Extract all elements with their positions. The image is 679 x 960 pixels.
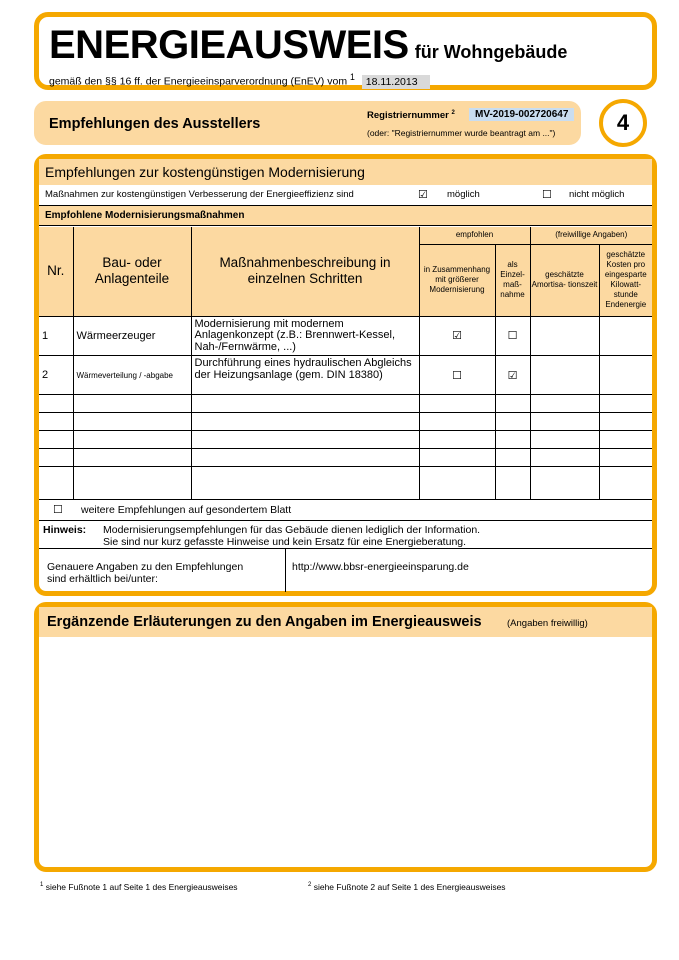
measures-table <box>39 227 652 500</box>
empty-cell[interactable] <box>73 431 191 449</box>
checkbox-moeglich[interactable]: ☑ <box>418 189 428 201</box>
empty-table-row <box>39 467 652 500</box>
footnote-1 <box>40 882 238 892</box>
row-kosten[interactable] <box>599 356 652 395</box>
details-url[interactable]: http://www.bbsr-energieeinsparung.de <box>292 561 469 573</box>
footnote-1-marker: 1 <box>40 882 44 889</box>
row-checkbox-zusammenhang[interactable]: ☐ <box>419 356 495 395</box>
title-text: ENERGIEAUSWEIS <box>49 23 409 67</box>
hinweis-text <box>103 524 480 548</box>
empty-cell[interactable] <box>530 413 599 431</box>
empty-cell[interactable] <box>191 467 419 500</box>
col-header-kosten: geschätzte Kosten pro eingesparte Kilowatt- stunde Endenergie <box>599 244 652 316</box>
col-header-nr: Nr. <box>39 227 73 316</box>
empty-cell[interactable] <box>419 467 495 500</box>
weitere-label: weitere Empfehlungen auf gesondertem Blatt <box>81 504 292 516</box>
empty-cell[interactable] <box>495 395 530 413</box>
empty-cell[interactable] <box>419 395 495 413</box>
row-bauteil[interactable]: Wärmeerzeuger <box>73 316 191 356</box>
empty-cell[interactable] <box>495 431 530 449</box>
col-header-zusammenhang: in Zusammenhang mit größerer Modernisierung <box>419 244 495 316</box>
empty-cell[interactable] <box>599 413 652 431</box>
checkbox-nicht-moeglich[interactable]: ☐ <box>542 189 552 201</box>
empty-cell[interactable] <box>73 449 191 467</box>
empty-cell[interactable] <box>599 449 652 467</box>
massnahmen-text: Maßnahmen zur kostengünstigen Verbesserung der Energieeffizienz sind <box>45 189 354 200</box>
row-bauteil[interactable]: Wärmeverteilung / -abgabe <box>73 356 191 395</box>
empty-cell[interactable] <box>73 413 191 431</box>
moeglich-label: möglich <box>447 189 480 200</box>
empty-cell[interactable] <box>495 413 530 431</box>
supplementary-text-area[interactable] <box>39 637 652 867</box>
empty-cell[interactable] <box>495 467 530 500</box>
empty-cell[interactable] <box>191 395 419 413</box>
enev-footnote-ref: 1 <box>349 72 355 82</box>
row-nr: 1 <box>39 316 73 356</box>
section-heading: Empfehlungen zur kostengünstigen Modernisierung <box>39 159 652 185</box>
empty-table-row <box>39 395 652 413</box>
supplementary-title: Ergänzende Erläuterungen zu den Angaben im Energieausweis <box>47 614 482 630</box>
row-kosten[interactable] <box>599 316 652 356</box>
enev-date-field[interactable]: 18.11.2013 <box>362 75 430 89</box>
supplementary-section <box>34 602 657 872</box>
empty-cell[interactable] <box>530 431 599 449</box>
supplementary-header <box>39 607 652 637</box>
row-amortisation[interactable] <box>530 316 599 356</box>
registration-footnote-ref: 2 <box>451 110 455 116</box>
empty-cell[interactable] <box>530 449 599 467</box>
details-label-line: sind erhältlich bei/unter: <box>47 573 158 585</box>
empty-cell[interactable] <box>530 467 599 500</box>
supplementary-note: (Angaben freiwillig) <box>507 618 588 629</box>
registration-number-field[interactable]: MV-2019-002720647 <box>469 108 574 121</box>
massnahmen-row <box>39 185 652 206</box>
registration-label-text: Registriernummer <box>367 110 449 122</box>
row-beschreibung[interactable]: Modernisierung mit modernem Anlagenkonzept (z.B.: Brennwert-Kessel, Nah-/Fernwärme, ...) <box>191 316 419 356</box>
row-checkbox-einzel[interactable]: ☑ <box>495 356 530 395</box>
empty-table-row <box>39 431 652 449</box>
footnote-2-text: siehe Fußnote 2 auf Seite 1 des Energieausweises <box>313 882 506 892</box>
footnote-2 <box>308 882 506 892</box>
hinweis-label: Hinweis: <box>43 524 87 536</box>
details-row <box>39 549 652 592</box>
footnote-2-marker: 2 <box>308 882 312 889</box>
empty-cell[interactable] <box>599 467 652 500</box>
empty-cell[interactable] <box>191 413 419 431</box>
enev-line <box>49 72 430 88</box>
hinweis-line: Sie sind nur kurz gefasste Hinweise und kein Ersatz für eine Energieberatung. <box>103 536 467 548</box>
empty-cell[interactable] <box>39 431 73 449</box>
hinweis-row <box>39 521 652 549</box>
empty-cell[interactable] <box>191 449 419 467</box>
recommended-measures-heading: Empfohlene Modernisierungsmaßnahmen <box>39 206 652 226</box>
empty-cell[interactable] <box>530 395 599 413</box>
table-row <box>39 316 652 356</box>
title-subtitle: für Wohngebäude <box>414 42 568 62</box>
empty-cell[interactable] <box>419 413 495 431</box>
empty-cell[interactable] <box>419 431 495 449</box>
empty-cell[interactable] <box>39 413 73 431</box>
row-amortisation[interactable] <box>530 356 599 395</box>
row-checkbox-einzel[interactable]: ☐ <box>495 316 530 356</box>
col-header-amortisation: geschätzte Amortisa- tionszeit <box>530 244 599 316</box>
modernisation-section <box>34 154 657 596</box>
table-row <box>39 356 652 395</box>
empty-cell[interactable] <box>599 431 652 449</box>
empty-cell[interactable] <box>599 395 652 413</box>
empty-cell[interactable] <box>39 395 73 413</box>
row-checkbox-zusammenhang[interactable]: ☑ <box>419 316 495 356</box>
col-header-empfohlen: empfohlen <box>419 227 530 244</box>
col-header-beschreibung: Maßnahmenbeschreibung in einzelnen Schritten <box>191 227 419 316</box>
col-header-einzel: als Einzel- maß- nahme <box>495 244 530 316</box>
details-label <box>47 561 277 585</box>
empty-cell[interactable] <box>39 467 73 500</box>
empty-cell[interactable] <box>495 449 530 467</box>
page-number-badge: 4 <box>599 99 647 147</box>
empty-table-row <box>39 413 652 431</box>
empty-cell[interactable] <box>39 449 73 467</box>
col-header-bauteile: Bau- oder Anlagenteile <box>73 227 191 316</box>
registration-label <box>367 110 455 121</box>
empty-table-row <box>39 449 652 467</box>
footnote-1-text: siehe Fußnote 1 auf Seite 1 des Energieausweises <box>45 882 238 892</box>
enev-text: gemäß den §§ 16 ff. der Energieeinsparverordnung (EnEV) vom <box>49 75 348 88</box>
empty-cell[interactable] <box>191 431 419 449</box>
checkbox-weitere[interactable]: ☐ <box>53 504 63 516</box>
details-label-line: Genauere Angaben zu den Empfehlungen <box>47 561 244 573</box>
empty-cell[interactable] <box>73 467 191 500</box>
empty-cell[interactable] <box>73 395 191 413</box>
header-box <box>34 12 657 90</box>
row-nr: 2 <box>39 356 73 395</box>
hinweis-line: Modernisierungsempfehlungen für das Gebäude dienen lediglich der Information. <box>103 524 481 536</box>
aussteller-band <box>34 101 581 145</box>
empty-cell[interactable] <box>419 449 495 467</box>
band-title: Empfehlungen des Ausstellers <box>49 116 261 132</box>
document-title <box>49 23 567 74</box>
row-beschreibung[interactable]: Durchführung eines hydraulischen Abgleichs der Heizungsanlage (gem. DIN 18380) <box>191 356 419 395</box>
details-divider <box>285 549 286 592</box>
nicht-moeglich-label: nicht möglich <box>569 189 625 200</box>
col-header-freiwillig: (freiwillige Angaben) <box>530 227 652 244</box>
further-recommendations-row <box>39 501 652 521</box>
registration-note: (oder: "Registriernummer wurde beantragt am ...") <box>367 128 556 138</box>
